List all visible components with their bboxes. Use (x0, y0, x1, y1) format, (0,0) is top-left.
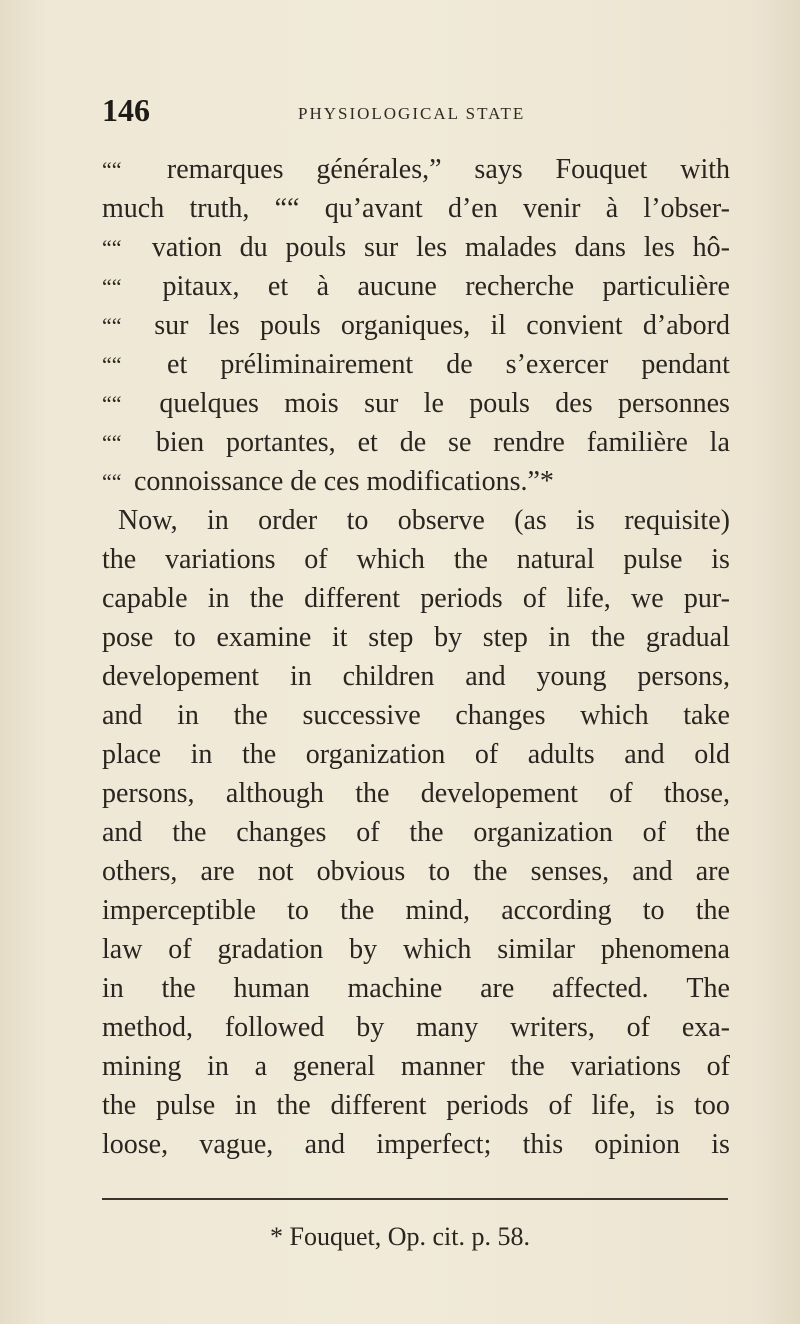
text-line: ““ remarques générales,” says Fouquet with (102, 150, 730, 189)
text-line: imperceptible to the mind, according to the (102, 895, 730, 926)
text-line: mining in a general manner the variations of (102, 1051, 730, 1082)
text-line: method, followed by many writers, of exa- (102, 1012, 730, 1043)
text-line: law of gradation by which similar phenomena (102, 934, 730, 965)
quote-mark: ““ (102, 430, 122, 455)
text-line: loose, vague, and imperfect; this opinion is (102, 1129, 730, 1160)
quote-mark: ““ (102, 235, 122, 260)
quote-mark: ““ (102, 313, 122, 338)
body-text (102, 150, 730, 1164)
text-line: pose to examine it step by step in the gradual (102, 622, 730, 653)
text-line: and in the successive changes which take (102, 700, 730, 731)
quote-mark: ““ (102, 157, 122, 182)
footnote-rule (102, 1198, 728, 1200)
text-line: ““ vation du pouls sur les malades dans les hô- (102, 228, 730, 267)
page-number: 146 (102, 92, 150, 128)
footnote: * Fouquet, Op. cit. p. 58. (270, 1222, 530, 1251)
text-line: place in the organization of adults and old (102, 739, 730, 770)
text-line: ““ pitaux, et à aucune recherche particulière (102, 267, 730, 306)
text-line: much truth, ““ qu’avant d’en venir à l’obser- (102, 193, 730, 224)
page-header (102, 92, 730, 132)
text-line: capable in the different periods of life, we pur- (102, 583, 730, 614)
text-line: and the changes of the organization of the (102, 817, 730, 848)
text-line: ““ bien portantes, et de se rendre familière la (102, 423, 730, 462)
text-line: ““ et préliminairement de s’exercer pendant (102, 345, 730, 384)
quote-mark: ““ (102, 391, 122, 416)
running-head: PHYSIOLOGICAL STATE (298, 104, 526, 123)
text-line: ““ connoissance de ces modifications.”* (102, 462, 730, 501)
text-line: persons, although the developement of those, (102, 778, 730, 809)
text-line: the pulse in the different periods of life, is too (102, 1090, 730, 1121)
text-line: the variations of which the natural pulse is (102, 544, 730, 575)
text-line: others, are not obvious to the senses, and are (102, 856, 730, 887)
text-line: Now, in order to observe (as is requisite) (118, 505, 730, 536)
text-line: ““ sur les pouls organiques, il convient d’abord (102, 306, 730, 345)
text-line: ““ quelques mois sur le pouls des personnes (102, 384, 730, 423)
text-line: developement in children and young persons, (102, 661, 730, 692)
quote-mark: ““ (102, 274, 122, 299)
text-line: in the human machine are affected. The (102, 973, 730, 1004)
quote-mark: ““ (102, 352, 122, 377)
quote-mark: ““ (102, 469, 122, 494)
